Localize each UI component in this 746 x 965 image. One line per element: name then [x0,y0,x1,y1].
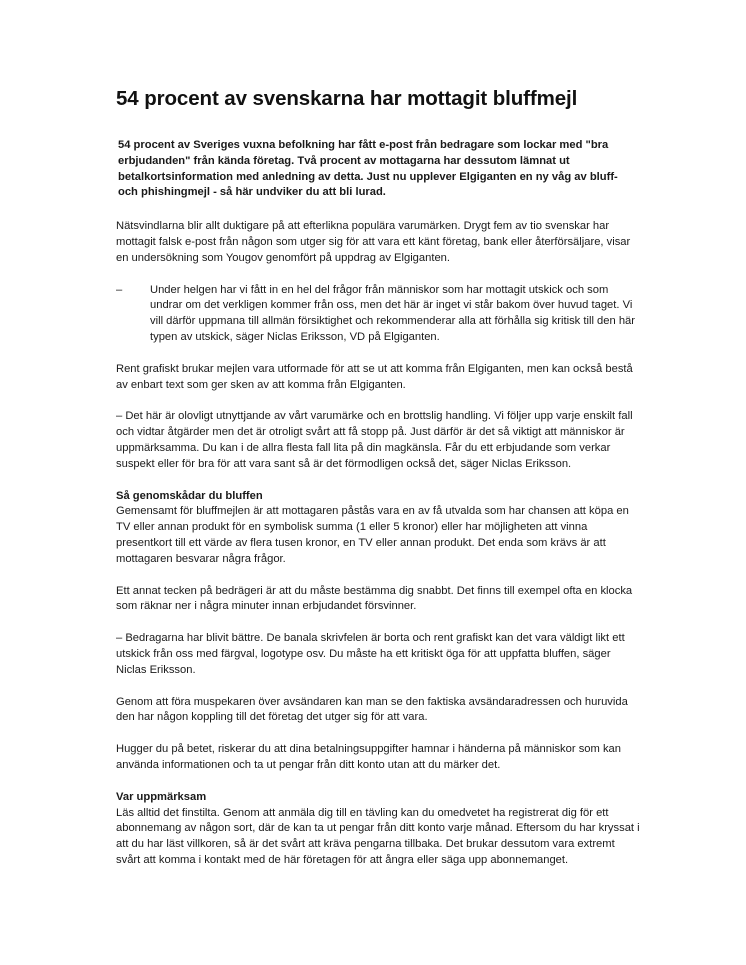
paragraph-risk: Hugger du på betet, riskerar du att dina betalningsuppgifter hamnar i händerna på människor som kan använda informationen och ta ut pengar från ditt konto utan att du märker det. [116,743,621,771]
paragraph-quote-2: – Det här är olovligt utnyttjande av vårt varumärke och en brottslig handling. Vi följer upp varje enskilt fall och vidtar åtgärder men det är otroligt svårt att få stopp på. Just därför är det så viktigt att människor är uppmärksamma. Du kan i de allra flesta fall lita på din magkänsla. Får du ett erbjudande som verkar suspekt eller för bra för att vara sant så är det förmodligen också det, säger Niclas Eriksson. [116,410,633,470]
paragraph-fine-print: Läs alltid det finstilta. Genom att anmäla dig till en tävling kan du omedvetet ha registrerat dig för ett abonnemang av någon sort, där de kan ta ut pengar från ditt konto varje månad. Eftersom du har kryssat i att du har läst villkoren, så är det svårt att kräva pengarna tillbaka. Det brukar dessutom vara extremt svårt att komma i kontakt med de här företagen för att ångra eller säga upp abonnemanget. [116,806,640,866]
paragraph-mouse-hover: Genom att föra muspekaren över avsändaren kan man se den faktiska avsändaradressen och huruvida den har någon koppling till det företag det utger sig för att vara. [116,695,628,724]
paragraph-timer: Ett annat tecken på bedrägeri är att du måste bestämma dig snabbt. Det finns till exempel ofta en klocka som räknar ner i några minuter innan erbjudandet försvinner. [116,584,633,613]
paragraph-common-traits: Gemensamt för bluffmejlen är att mottagaren påstås vara en av få utvalda som har chansen att köpa en TV eller annan produkt för en symbolisk summa (1 eller 5 kronor) eller har möjligheten att vinna presentkort till ett värde av flera tusen kronor, en TV eller annan produkt. Det enda som krävs är att mottagaren besvarar några frågor. [116,505,629,565]
article-title: 54 procent av svenskarna har mottagit bluffmejl [116,87,578,110]
list-dash: – [116,283,123,296]
document-page [116,86,640,885]
quote-list-item [116,283,640,346]
paragraph-graphics: Rent grafiskt brukar mejlen vara utformade för att se ut att komma från Elgiganten, men kan också bestå av enbart text som ger sken av att komma från Elgiganten. [116,362,633,391]
paragraph-quote-3: – Bedragarna har blivit bättre. De banala skrivfelen är borta och rent grafiskt kan det vara väldigt likt ett utskick från oss med färgval, logotype osv. Du måste ha ett kritiskt öga för att uppfatta bluffen, säger Niclas Eriksson. [116,632,625,676]
paragraph-intro: Nätsvindlarna blir allt duktigare på att efterlikna populära varumärken. Drygt fem av tio svenskar har mottagit falsk e-post från någon som utger sig för att vara ett känt företag, bank eller återförsäljare, visar en undersökning som Yougov genomfört på uppdrag av Elgiganten. [116,220,631,264]
quote-paragraph: Under helgen har vi fått in en hel del frågor från människor som har mottagit utskick och som undrar om det verkligen kommer från oss, men det här är inget vi står bakom över huvud taget. Vi vill därför uppmana till allmän försiktighet och rekommenderar alla att förhålla sig kritisk till den här typen av utskick, säger Niclas Eriksson, VD på Elgiganten. [150,283,636,343]
section-heading-bluffen: Så genomskådar du bluffen [116,489,263,502]
section-heading-var-uppmarksam: Var uppmärksam [116,790,207,803]
article-lead: 54 procent av Sveriges vuxna befolkning har fått e-post från bedragare som lockar med "bra erbjudanden" från kända företag. Två procent av mottagarna har dessutom lämnat ut betalkortsinformation med anledning av detta. Just nu upplever Elgiganten en ny våg av bluff- och phishingmejl - så här undviker du att bli lurad. [118,139,618,199]
